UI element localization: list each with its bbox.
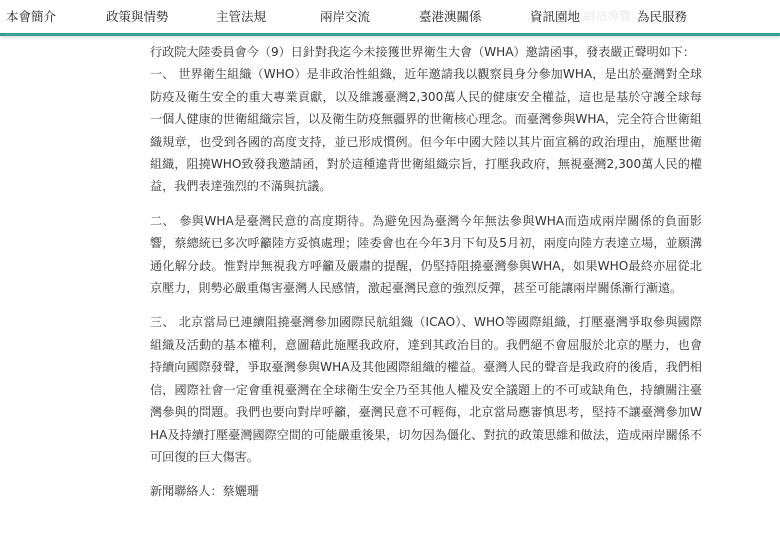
top-navigation-bar xyxy=(0,0,780,36)
nav-item-regulations[interactable]: 主管法規 xyxy=(216,9,267,24)
nav-ghost-text: 網站導覽 xyxy=(583,9,632,23)
article-point-2: 二、 參與WHA是臺灣民意的高度期待。為避免因為臺灣今年無法參與WHA而造成兩岸關係的負面影響，蔡總統已多次呼籲陸方妥慎處理；陸委會也在今年3月下旬及5月初，兩度向陸方表達立場，並願溝通化解分歧。惟對岸無視我方呼籲及嚴肅的提醒，仍堅持阻撓臺灣參與WHA，如果WHO最終亦屈從北京壓力，則勢必嚴重傷害臺灣人民感情，激起臺灣民意的強烈反彈，甚至可能讓兩岸關係漸行漸遠。 xyxy=(150,213,702,296)
nav-item-cross-strait[interactable]: 兩岸交流 xyxy=(320,9,371,24)
nav-item-about[interactable]: 本會簡介 xyxy=(6,9,57,24)
article-point-3: 三、 北京當局已連續阻撓臺灣參加國際民航組織（ICAO）、WHO等國際組織，打壓臺灣爭取參與國際組織及活動的基本權利，意圖藉此施壓我政府，達到其政治目的。我們絕不會屈服於北京的壓力，也會持續向國際發聲，爭取臺灣參與WHA及其他國際組織的權益。臺灣人民的聲音是我政府的後盾，我們相信，國際社會一定會重視臺灣在全球衛生安全乃至其他人權及安全議題上的不可或缺角色，持續關注臺灣參與的問題。我們也要向對岸呼籲，臺灣民意不可輕侮，北京當局應審慎思考，堅持不讓臺灣參加WHA及持續打壓臺灣國際空間的可能嚴重後果，切勿因為僵化、對抗的政策思維和做法，造成兩岸關係不可回復的巨大傷害。 xyxy=(150,315,702,464)
article-point-1: 一、 世界衛生組織（WHO）是非政治性組織，近年邀請我以觀察員身分參加WHA，是出於臺灣對全球防疫及衛生安全的重大專業貢獻，以及維護臺灣2,300萬人民的健康安全權益，這也是基於守護全球每一個人健康的世衛組織宗旨，以及衛生防疫無疆界的世衛核心理念。而臺灣參與WHA，完全符合世衛組織規章，也受到各國的高度支持，並已形成慣例。但今年中國大陸以其片面宣稱的政治理由，施壓世衛組織，阻撓WHO致發我邀請函，對於這種違背世衛組織宗旨，打壓我政府，無視臺灣2,300萬人民的權益，我們表達強烈的不滿與抗議。 xyxy=(150,67,702,194)
nav-item-hk-macao[interactable]: 臺港澳關係 xyxy=(419,9,482,24)
news-contact: 新聞聯絡人：蔡孋珊 xyxy=(150,484,259,499)
nav-item-policy[interactable]: 政策與情勢 xyxy=(106,9,169,24)
nav-item-info[interactable]: 資訊園地 xyxy=(530,9,581,24)
nav-item-service[interactable]: 為民服務 xyxy=(637,9,688,24)
article-intro: 行政院大陸委員會今（9）日針對我迄今未接獲世界衛生大會（WHA）邀請函事，發表嚴正聲明如下： xyxy=(150,45,695,59)
article-body xyxy=(150,41,702,515)
